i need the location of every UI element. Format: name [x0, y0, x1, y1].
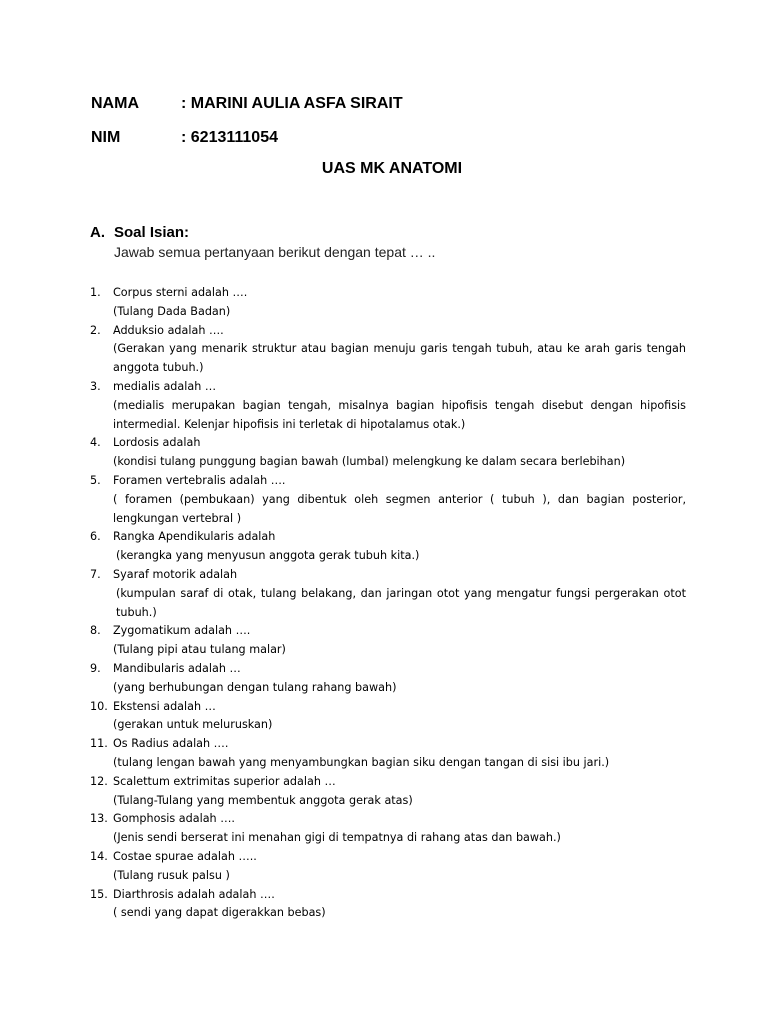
- answer-text: (kumpulan saraf di otak, tulang belakang, dan jaringan otot yang mengatur fungsi pergerakan otot tubuh.): [116, 586, 686, 619]
- question-number: 14.: [90, 849, 108, 863]
- question-text: Corpus sterni adalah ….: [113, 286, 248, 299]
- nim-value: : 6213111054: [181, 129, 278, 146]
- question-text: Lordosis adalah: [113, 436, 201, 450]
- question-number: 10.: [90, 699, 108, 713]
- question-text: Ekstensi adalah …: [113, 699, 216, 713]
- page-title: UAS MK ANATOMI: [321, 160, 463, 177]
- answer-text: (Gerakan yang menarik struktur atau bagian menuju garis tengah tubuh, atau ke arah garis tengah anggota tubuh.): [113, 342, 686, 375]
- question-number: 2.: [90, 323, 101, 337]
- question-text: Diarthrosis adalah adalah ….: [113, 887, 275, 901]
- name-label: NAMA: [91, 95, 139, 112]
- question-text: Scalettum extrimitas superior adalah …: [113, 774, 336, 788]
- section-title: Soal Isian:: [114, 224, 190, 241]
- section-letter: A.: [90, 224, 105, 241]
- question-text: Adduksio adalah ….: [113, 323, 224, 337]
- question-text: Foramen vertebralis adalah ….: [113, 473, 286, 487]
- question-item: [90, 378, 686, 434]
- question-item: [90, 322, 686, 378]
- question-text: Rangka Apendikularis adalah: [113, 530, 276, 544]
- question-item: [90, 528, 686, 566]
- question-item: [90, 886, 686, 924]
- answer-text: ( sendi yang dapat digerakkan bebas): [113, 906, 326, 920]
- answer-text: (kerangka yang menyusun anggota gerak tubuh kita.): [116, 549, 420, 563]
- answer-text: (Tulang rusuk palsu ): [113, 868, 230, 882]
- question-number: 4.: [90, 436, 101, 450]
- question-number: 5.: [90, 473, 101, 487]
- question-text: Zygomatikum adalah ….: [113, 624, 251, 638]
- answer-text: (medialis merupakan bagian tengah, misalnya bagian hipofisis tengah disebut dengan hipofisis intermedial. Kelenjar hipofisis ini terletak di hipotalamus otak.): [113, 398, 686, 431]
- answer-text: (tulang lengan bawah yang menyambungkan bagian siku dengan tangan di sisi ibu jari.): [113, 755, 610, 769]
- question-item: [90, 472, 686, 528]
- question-item: [90, 660, 686, 698]
- question-text: Mandibularis adalah …: [113, 661, 241, 675]
- question-number: 6.: [90, 530, 101, 544]
- question-item: [90, 284, 686, 322]
- answer-text: (Tulang-Tulang yang membentuk anggota gerak atas): [113, 793, 413, 807]
- question-item: [90, 735, 686, 773]
- question-text: Gomphosis adalah ….: [113, 812, 235, 826]
- question-number: 8.: [90, 624, 101, 638]
- question-item: [90, 566, 686, 622]
- question-item: [90, 773, 686, 811]
- question-number: 11.: [90, 737, 108, 751]
- question-item: [90, 622, 686, 660]
- question-number: 12.: [90, 774, 108, 788]
- question-number: 3.: [90, 379, 101, 393]
- answer-text: (kondisi tulang punggung bagian bawah (lumbal) melengkung ke dalam secara berlebihan): [113, 455, 626, 469]
- question-text: medialis adalah …: [113, 379, 217, 393]
- question-number: 15.: [90, 887, 108, 901]
- question-item: [90, 434, 686, 472]
- question-text: Costae spurae adalah …..: [113, 849, 257, 863]
- question-number: 7.: [90, 567, 101, 581]
- section-instruction: Jawab semua pertanyaan berikut dengan tepat … ..: [114, 244, 436, 260]
- nim-label: NIM: [91, 129, 121, 146]
- name-value: : MARINI AULIA ASFA SIRAIT: [181, 95, 403, 112]
- question-item: [90, 810, 686, 848]
- answer-text: (gerakan untuk meluruskan): [113, 718, 273, 732]
- question-number: 1.: [90, 286, 101, 299]
- question-item: [90, 698, 686, 736]
- question-number: 13.: [90, 812, 108, 826]
- answer-text: (Tulang Dada Badan): [113, 304, 231, 318]
- question-item: [90, 848, 686, 886]
- question-text: Syaraf motorik adalah: [113, 567, 238, 581]
- question-number: 9.: [90, 661, 101, 675]
- answer-text: (yang berhubungan dengan tulang rahang bawah): [113, 680, 397, 694]
- answer-text: (Tulang pipi atau tulang malar): [113, 643, 286, 657]
- question-text: Os Radius adalah ….: [113, 737, 229, 751]
- question-list: [90, 284, 686, 923]
- answer-text: ( foramen (pembukaan) yang dibentuk oleh segmen anterior ( tubuh ), dan bagian posterior, lengkungan vertebral ): [113, 492, 686, 525]
- answer-text: (Jenis sendi berserat ini menahan gigi di tempatnya di rahang atas dan bawah.): [113, 831, 561, 845]
